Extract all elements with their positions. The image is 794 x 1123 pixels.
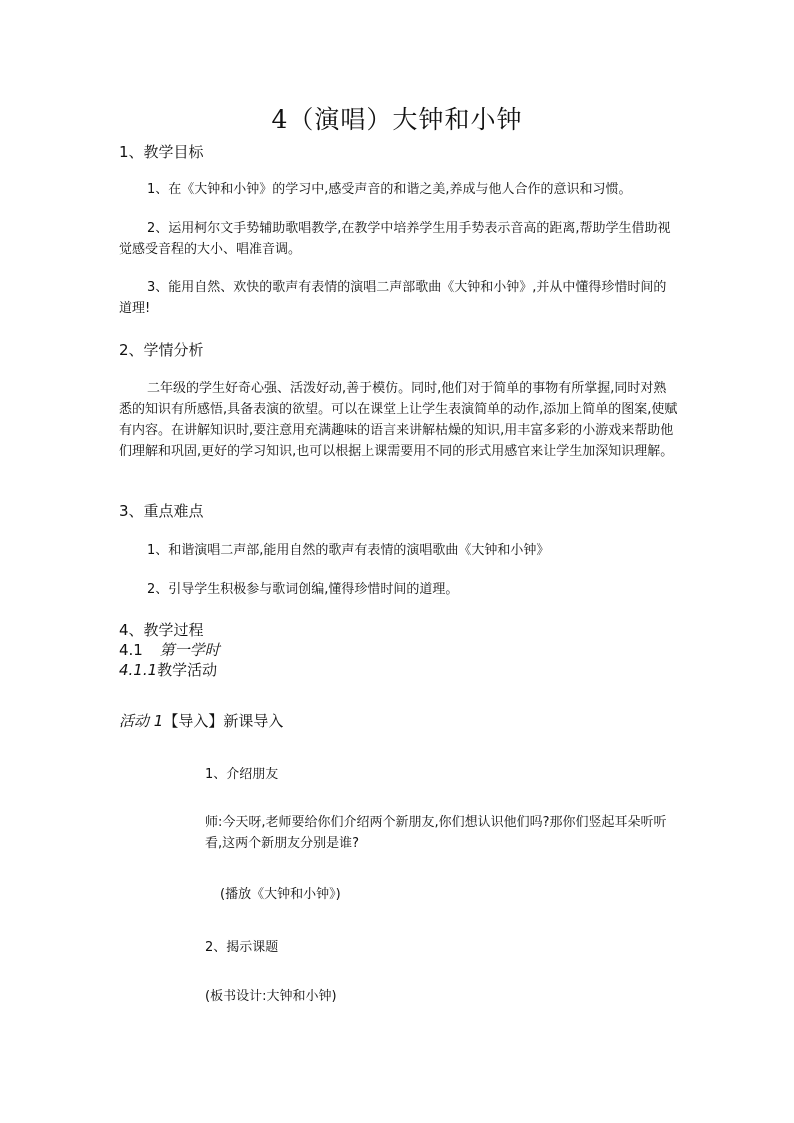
activity-line-2: 师:今天呀,老师要给你们介绍两个新朋友,你们想认识他们吗?那你们竖起耳朵听听看,这两个新朋友分别是谁?: [205, 815, 667, 851]
section-heading-analysis: 2、学情分析: [119, 341, 204, 359]
section-heading-key-points: 3、重点难点: [119, 502, 204, 520]
key-point-1: 1、和谐演唱二声部,能用自然的歌声有表情的演唱歌曲《大钟和小钟》: [147, 543, 550, 558]
key-point-2: 2、引导学生积极参与歌词创编,懂得珍惜时间的道理。: [147, 582, 459, 597]
page-title: 4（演唱）大钟和小钟: [271, 105, 523, 134]
subheading-activities-label: 教学活动: [157, 661, 218, 679]
section-heading-process: 4、教学过程: [119, 621, 204, 639]
objective-item-3: 3、能用自然、欢快的歌声有表情的演唱二声部歌曲《大钟和小钟》,并从中懂得珍惜时间的道理!: [119, 280, 667, 316]
activity-line-1: 1、介绍朋友: [205, 767, 279, 782]
activity-label: 【导入】新课导入: [163, 712, 284, 730]
subheading-lesson-label: 第一学时: [159, 641, 220, 659]
activity-line-5: (板书设计:大钟和小钟): [205, 989, 337, 1004]
subheading-lesson-number: 4.1: [119, 641, 143, 659]
subheading-activities: [119, 659, 217, 680]
analysis-paragraph: 二年级的学生好奇心强、活泼好动,善于模仿。同时,他们对于简单的事物有所掌握,同时对熟悉的知识有所感悟,具备表演的欲望。可以在课堂上让学生表演简单的动作,添加上简单的图案,使赋有内容。在讲解知识时,要注意用充满趣味的语言来讲解枯燥的知识,用丰富多彩的小游戏来帮助他们理解和巩固,更好的学习知识,也可以根据上课需要用不同的形式用感官来让学生加深知识理解。: [119, 381, 678, 459]
objective-item-1: 1、在《大钟和小钟》的学习中,感受声音的和谐之美,养成与他人合作的意识和习惯。: [147, 182, 632, 197]
objective-item-2: 2、运用柯尔文手势辅助歌唱教学,在教学中培养学生用手势表示音高的距离,帮助学生借助视觉感受音程的大小、唱准音调。: [119, 221, 671, 257]
subheading-lesson: [119, 639, 220, 660]
activity-prefix: 活动 1: [119, 712, 164, 730]
activity-line-4: 2、揭示课题: [205, 940, 279, 955]
activity-line-3: (播放《大钟和小钟》): [220, 887, 341, 902]
section-heading-objectives: 1、教学目标: [119, 143, 204, 161]
activity-heading: [119, 710, 283, 731]
subheading-activities-number: 4.1.1: [119, 661, 158, 679]
